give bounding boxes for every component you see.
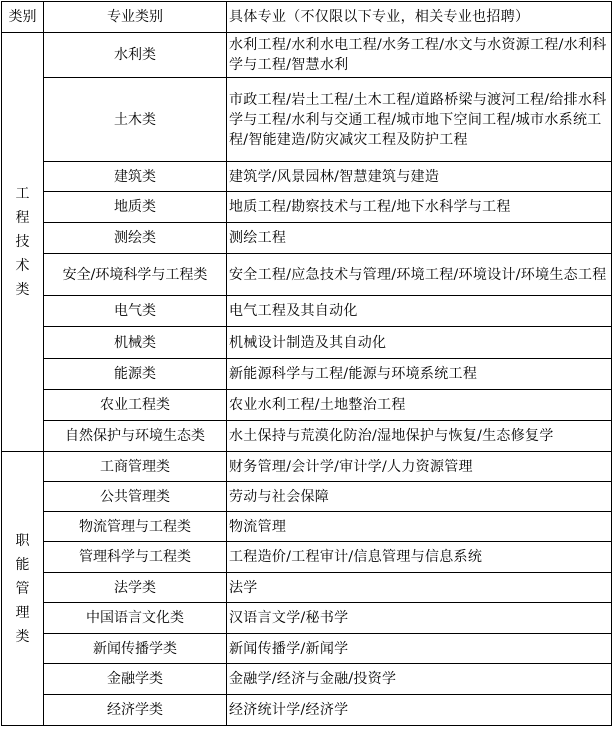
major-type-cell: 水利类: [44, 33, 227, 78]
header-major-type: 专业类别: [44, 2, 227, 33]
major-type-cell: 电气类: [44, 296, 227, 327]
header-category: 类别: [2, 2, 44, 33]
table-row: [2, 482, 612, 512]
major-type-cell: 自然保护与环境生态类: [44, 421, 227, 452]
majors-cell: 水利工程/水利水电工程/水务工程/水文与水资源工程/水利科学与工程/智慧水利: [227, 33, 612, 78]
table-row: [2, 390, 612, 421]
major-type-cell: 农业工程类: [44, 390, 227, 421]
major-type-cell: 中国语言文化类: [44, 603, 227, 634]
majors-cell: 市政工程/岩土工程/土木工程/道路桥梁与渡河工程/给排水科学与工程/水利与交通工程/城市地下空间工程/城市水系统工程/智能建造/防灾减灾工程及防护工程: [227, 78, 612, 162]
header-specific-majors: 具体专业（不仅限以下专业，相关专业也招聘）: [227, 2, 612, 33]
major-type-cell: 能源类: [44, 359, 227, 390]
major-type-cell: 新闻传播学类: [44, 634, 227, 664]
majors-cell: 安全工程/应急技术与管理/环境工程/环境设计/环境生态工程: [227, 254, 612, 296]
category-cell-management: 职 能 管 理 类: [2, 452, 44, 726]
majors-cell: 新能源科学与工程/能源与环境系统工程: [227, 359, 612, 390]
major-type-cell: 测绘类: [44, 223, 227, 254]
table-row: [2, 359, 612, 390]
majors-cell: 电气工程及其自动化: [227, 296, 612, 327]
table-row: [2, 421, 612, 452]
major-type-cell: 管理科学与工程类: [44, 542, 227, 573]
majors-cell: 法学: [227, 573, 612, 603]
table-row: [2, 573, 612, 603]
majors-cell: 测绘工程: [227, 223, 612, 254]
majors-cell: 地质工程/勘察技术与工程/地下水科学与工程: [227, 192, 612, 223]
majors-cell: 汉语言文学/秘书学: [227, 603, 612, 634]
category-cell-engineering: 工 程 技 术 类: [2, 33, 44, 452]
major-type-cell: 机械类: [44, 327, 227, 359]
major-type-cell: 工商管理类: [44, 452, 227, 482]
majors-cell: 建筑学/风景园林/智慧建筑与建造: [227, 162, 612, 192]
majors-table: [1, 1, 612, 726]
major-type-cell: 法学类: [44, 573, 227, 603]
majors-cell: 新闻传播学/新闻学: [227, 634, 612, 664]
table-row: [2, 33, 612, 78]
majors-cell: 水土保持与荒漠化防治/湿地保护与恢复/生态修复学: [227, 421, 612, 452]
majors-cell: 金融学/经济与金融/投资学: [227, 664, 612, 695]
major-type-cell: 公共管理类: [44, 482, 227, 512]
table-row: [2, 162, 612, 192]
table-row: [2, 296, 612, 327]
major-type-cell: 经济学类: [44, 695, 227, 726]
table-row: [2, 223, 612, 254]
table-row: [2, 603, 612, 634]
table-row: [2, 634, 612, 664]
major-type-cell: 物流管理与工程类: [44, 512, 227, 542]
majors-cell: 农业水利工程/土地整治工程: [227, 390, 612, 421]
majors-cell: 财务管理/会计学/审计学/人力资源管理: [227, 452, 612, 482]
major-type-cell: 地质类: [44, 192, 227, 223]
header-row: [2, 2, 612, 33]
majors-cell: 工程造价/工程审计/信息管理与信息系统: [227, 542, 612, 573]
majors-cell: 物流管理: [227, 512, 612, 542]
table-row: [2, 512, 612, 542]
major-type-cell: 金融学类: [44, 664, 227, 695]
majors-cell: 机械设计制造及其自动化: [227, 327, 612, 359]
table-row: [2, 664, 612, 695]
majors-cell: 经济统计学/经济学: [227, 695, 612, 726]
major-type-cell: 安全/环境科学与工程类: [44, 254, 227, 296]
table-row: [2, 192, 612, 223]
table-row: [2, 327, 612, 359]
table-row: [2, 542, 612, 573]
table-row: [2, 452, 612, 482]
table-row: [2, 695, 612, 726]
table-row: [2, 254, 612, 296]
table-row: [2, 78, 612, 162]
major-type-cell: 建筑类: [44, 162, 227, 192]
major-type-cell: 土木类: [44, 78, 227, 162]
majors-cell: 劳动与社会保障: [227, 482, 612, 512]
